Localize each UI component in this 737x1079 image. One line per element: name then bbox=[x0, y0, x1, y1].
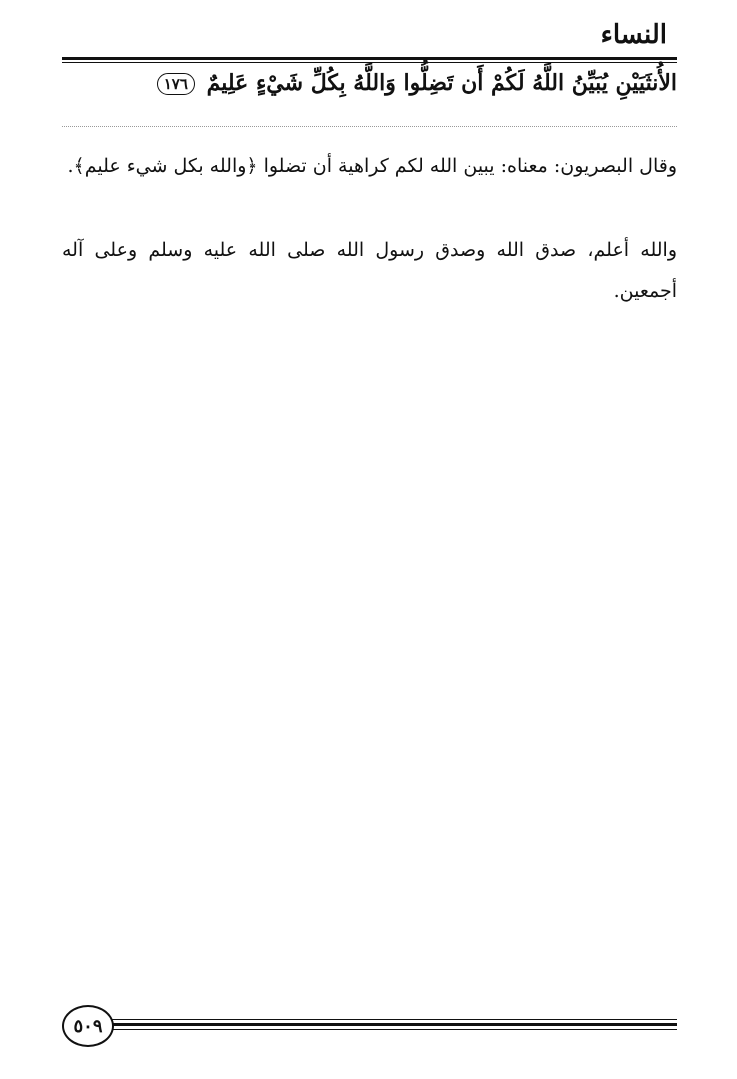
dotted-separator bbox=[62, 126, 677, 127]
footer-rule-thin-top bbox=[110, 1019, 677, 1020]
page-number: ٥٠٩ bbox=[62, 1005, 114, 1047]
paragraph-2: والله أعلم، صدق الله وصدق رسول الله صلى الله عليه وسلم وعلى آله أجمعين. bbox=[62, 239, 677, 302]
verse-line bbox=[62, 70, 677, 96]
ayah-number-marker: ١٧٦ bbox=[157, 73, 195, 95]
verse-text: الأُنثَيَيْنِ يُبَيِّنُ اللَّهُ لَكُمْ أَن تَضِلُّوا وَاللَّهُ بِكُلِّ شَيْءٍ عَلِيمٌ bbox=[206, 70, 677, 96]
surah-title: النساء bbox=[600, 20, 667, 50]
paragraph-1: وقال البصريون: معناه: يبين الله لكم كراهية أن تضلوا ﴿والله بكل شيء عليم﴾. bbox=[67, 155, 677, 177]
header-rule-thick bbox=[62, 57, 677, 60]
header-rule-thin bbox=[62, 62, 677, 63]
footer-rule-thin-bottom bbox=[110, 1029, 677, 1030]
footer-rule-thick bbox=[110, 1023, 677, 1026]
